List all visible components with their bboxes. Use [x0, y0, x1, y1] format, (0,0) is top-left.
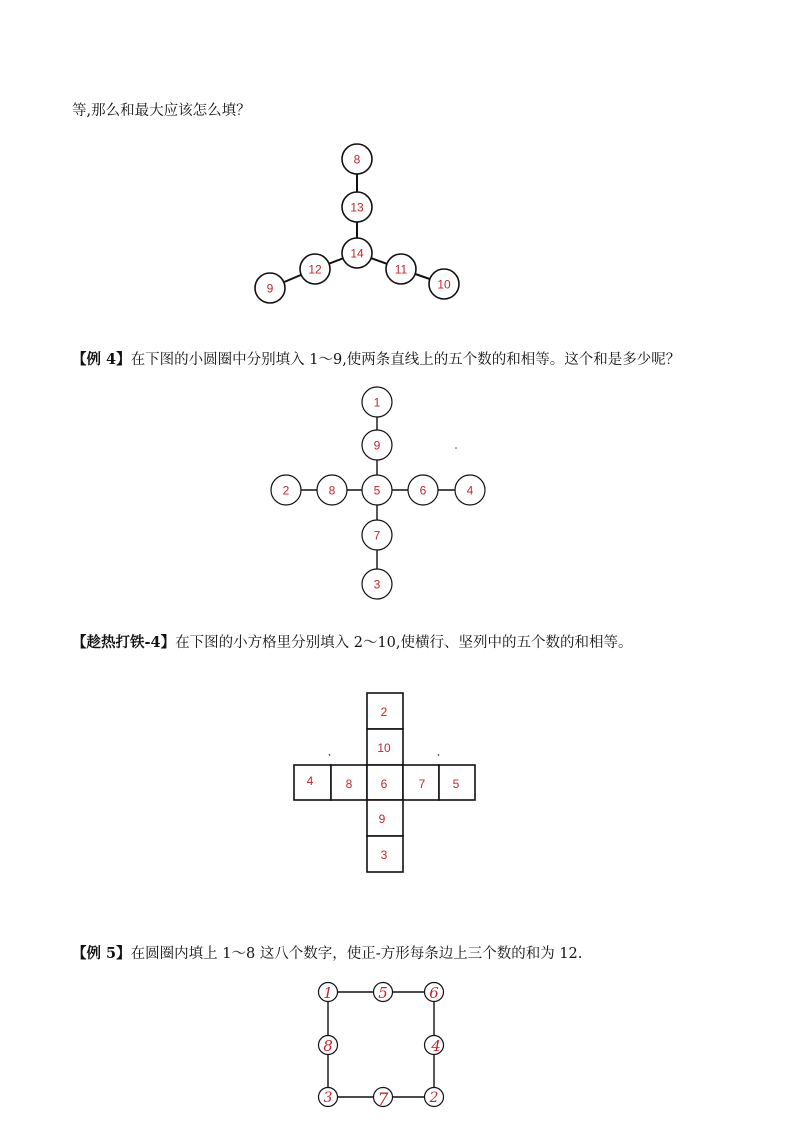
- circle-value: 6: [419, 483, 427, 498]
- cell-value: 10: [377, 741, 391, 755]
- cell-value: 3: [380, 848, 388, 862]
- circle-value: 8: [323, 1037, 333, 1055]
- circle-value: 1: [373, 395, 381, 410]
- circle-value: 8: [328, 483, 336, 498]
- circle-value: 7: [377, 1090, 389, 1110]
- example-5-tag: 【例 5】: [72, 945, 131, 962]
- circle-value: 11: [394, 262, 408, 277]
- circle-value: 5: [373, 483, 381, 498]
- circle-value: 9: [373, 438, 381, 453]
- circle-value: 3: [323, 1090, 333, 1106]
- cell-value: 9: [378, 812, 386, 826]
- circle-value: 6: [429, 984, 439, 1002]
- square-corner-bottom-left: [319, 1088, 338, 1107]
- cell-value: 5: [452, 777, 460, 791]
- square-mid-left: [319, 1036, 338, 1056]
- circle-value: 2: [429, 1090, 439, 1106]
- cell-value: 7: [418, 777, 426, 791]
- circle-value: 7: [373, 528, 381, 543]
- example-4-text: 在下图的小圆圈中分别填入 1～9,使两条直线上的五个数的和相等。这个和是多少呢？: [130, 352, 681, 368]
- circle-value: 12: [308, 262, 322, 277]
- cell-value: 6: [380, 777, 388, 791]
- circle-value: 4: [431, 1037, 441, 1055]
- cell-value: 4: [306, 774, 314, 788]
- circle-value: 14: [350, 246, 364, 261]
- square-corner-top-left: [319, 983, 338, 1003]
- square-mid-top: [374, 983, 393, 1003]
- example-4-tag: 【例 4】: [72, 351, 131, 368]
- circle-value: 4: [466, 483, 474, 498]
- circle-value: 9: [266, 281, 274, 296]
- continued-question-text: 等,那么和最大应该怎么填？: [72, 103, 251, 119]
- circle-value: 10: [437, 277, 451, 292]
- practice-4-text: 在下图的小方格里分别填入 2～10,使横行、坚列中的五个数的和相等。: [175, 635, 633, 651]
- cell-value: 2: [380, 705, 388, 719]
- square-corner-bottom-right: [425, 1088, 444, 1107]
- circle-value: 5: [378, 984, 388, 1002]
- circle-value: 1: [323, 984, 333, 1002]
- circle-value: 3: [373, 577, 381, 592]
- circle-value: 2: [282, 483, 290, 498]
- circle-value: 13: [350, 200, 364, 215]
- square-corner-top-right: [425, 983, 444, 1003]
- cell-value: 8: [345, 777, 353, 791]
- circle-value: 8: [353, 152, 361, 167]
- square-mid-bottom: [374, 1088, 393, 1111]
- example-5-text: 在圆圈内填上 1～8 这八个数字，使正-方形每条边上三个数的和为 12.: [130, 946, 583, 962]
- square-mid-right: [425, 1036, 444, 1056]
- practice-4-tag: 【趁热打铁-4】: [72, 634, 176, 651]
